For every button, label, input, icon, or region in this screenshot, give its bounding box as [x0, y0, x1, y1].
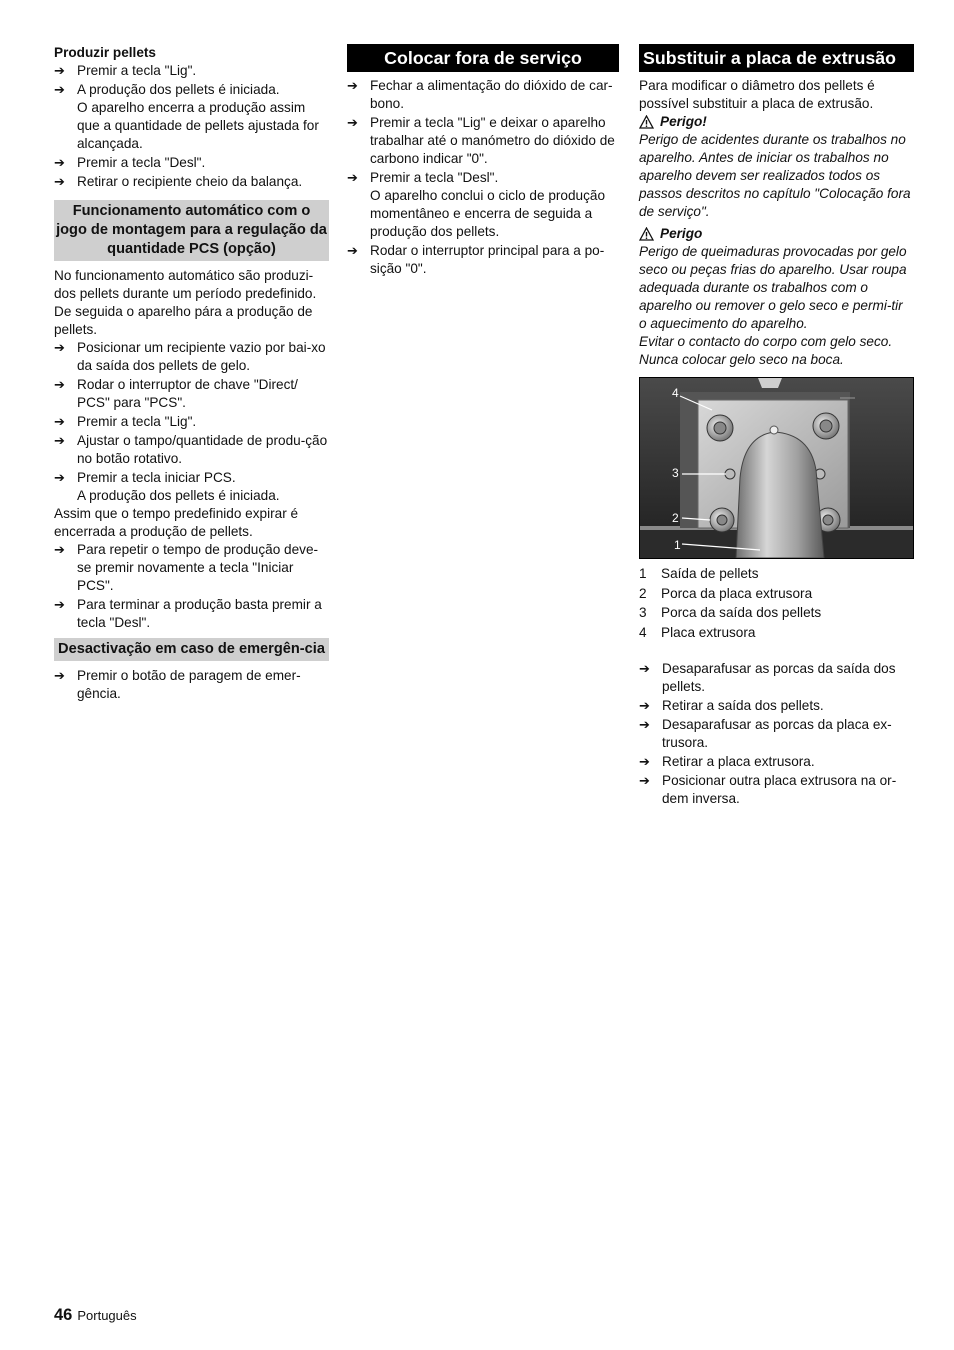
arrow-right-icon: ➔	[347, 78, 358, 93]
photo-label-3: 3	[672, 466, 679, 480]
arrow-right-icon: ➔	[347, 115, 358, 130]
list-item: ➔ Posicionar um recipiente vazio por bai-xo da saída dos pellets de gelo.	[54, 340, 326, 373]
replace-intro: Para modificar o diâmetro dos pellets é possível substituir a placa de extrusão.	[639, 78, 875, 111]
legend-item: 4 Placa extrusora	[639, 624, 756, 640]
arrow-right-icon: ➔	[639, 773, 650, 788]
auto-intro: No funcionamento automático são produzi-dos pellets durante um período predefinido. De seguida o aparelho pára a produção de pellets.	[54, 268, 317, 337]
arrow-right-icon: ➔	[54, 542, 65, 557]
column-right	[639, 44, 914, 809]
arrow-right-icon: ➔	[639, 661, 650, 676]
arrow-right-icon: ➔	[347, 170, 358, 185]
arrow-right-icon: ➔	[54, 340, 65, 355]
list-item: ➔ Retirar a saída dos pellets.	[639, 698, 824, 713]
list-item: ➔ Rodar o interruptor principal para a po-sição "0".	[347, 243, 605, 276]
replace-plate-heading: Substituir a placa de extrusão	[639, 44, 914, 72]
list-item: ➔ Ajustar o tampo/quantidade de produ-ção no botão rotativo.	[54, 433, 328, 466]
list-item: ➔ Para repetir o tempo de produção deve-se premir novamente a tecla "Iniciar PCS".	[54, 542, 319, 593]
warning-triangle-icon	[639, 227, 654, 241]
list-item: ➔ Retirar o recipiente cheio da balança.	[54, 174, 303, 189]
warning-text-3: Evitar o contacto do corpo com gelo seco. Nunca colocar gelo seco na boca.	[639, 334, 893, 367]
list-item: ➔ Premir o botão de paragem de emer-gência.	[54, 668, 301, 701]
list-item: ➔ Retirar a placa extrusora.	[639, 754, 815, 769]
list-item: ➔ Premir a tecla "Desl".	[347, 170, 499, 185]
arrow-right-icon: ➔	[54, 174, 65, 189]
list-item: ➔ Premir a tecla "Lig".	[54, 414, 197, 429]
arrow-right-icon: ➔	[639, 698, 650, 713]
produce-title: Produzir pellets	[54, 45, 156, 60]
column-left	[54, 44, 329, 704]
arrow-right-icon: ➔	[54, 470, 65, 485]
footer-language: Português	[77, 1308, 137, 1323]
arrow-right-icon: ➔	[54, 155, 65, 170]
list-item: ➔ Desaparafusar as porcas da saída dos pellets.	[639, 661, 896, 694]
list-item: ➔ Premir a tecla "Desl".	[54, 155, 206, 170]
photo-label-2: 2	[672, 511, 679, 525]
nut-bottom-left	[710, 508, 734, 532]
list-item: ➔ Premir a tecla "Lig" e deixar o aparelho trabalhar até o manómetro do dióxido de carbono indicar "0".	[347, 115, 615, 166]
legend	[639, 564, 914, 642]
arrow-right-icon: ➔	[54, 63, 65, 78]
produce-note: O aparelho encerra a produção assim que a quantidade de pellets ajustada for alcançada.	[77, 100, 319, 151]
auto-note: A produção dos pellets é iniciada.	[77, 488, 280, 503]
arrow-right-icon: ➔	[639, 717, 650, 732]
list-item: ➔ Desaparafusar as porcas da placa ex-trusora.	[639, 717, 892, 750]
emergency-heading: Desactivação em caso de emergên-cia	[54, 638, 329, 661]
legend-item: 3 Porca da saída dos pellets	[639, 605, 822, 620]
list-item: ➔ Premir a tecla iniciar PCS.	[54, 470, 236, 485]
arrow-right-icon: ➔	[347, 243, 358, 258]
warning-text-2: Perigo de queimaduras provocadas por gelo seco ou peças frias do aparelho. Usar roupa adequada durante os trabalhos com o aparelho ou remover o gelo seco e permi-tir o aquecimento do aparelho.	[639, 244, 907, 331]
decommission-heading: Colocar fora de serviço	[347, 44, 619, 72]
decommission-note: O aparelho conclui o ciclo de produção momentâneo e encerra de seguida a produção dos pellets.	[370, 188, 606, 239]
photo-label-4: 4	[672, 386, 679, 400]
arrow-right-icon: ➔	[639, 754, 650, 769]
auto-after: Assim que o tempo predefinido expirar é encerrada a produção de pellets.	[54, 506, 299, 539]
list-item: ➔ Para terminar a produção basta premir a tecla "Desl".	[54, 597, 322, 630]
legend-item: 1 Saída de pellets	[639, 566, 759, 581]
page-footer	[54, 1306, 137, 1325]
warning-title-1: Perigo!	[639, 113, 914, 131]
page-number: 46	[54, 1306, 73, 1324]
auto-heading: Funcionamento automático com o jogo de montagem para a regulação da quantidade PCS (opção)	[54, 200, 329, 261]
arrow-right-icon: ➔	[54, 377, 65, 392]
list-item: ➔ Rodar o interruptor de chave "Direct/ PCS" para "PCS".	[54, 377, 298, 410]
arrow-right-icon: ➔	[54, 433, 65, 448]
list-item: ➔ Premir a tecla "Lig".	[54, 63, 197, 78]
arrow-right-icon: ➔	[54, 597, 65, 612]
list-item: ➔ Fechar a alimentação do dióxido de car-bono.	[347, 78, 613, 111]
warning-title-2: Perigo	[639, 225, 914, 243]
nut-top-right	[813, 413, 839, 439]
replace-steps	[639, 660, 914, 808]
photo-label-1: 1	[674, 538, 681, 552]
arrow-right-icon: ➔	[54, 82, 65, 97]
legend-item: 2 Porca da placa extrusora	[639, 585, 813, 601]
list-item: ➔ Posicionar outra placa extrusora na or-dem inversa.	[639, 773, 897, 806]
arrow-right-icon: ➔	[54, 668, 65, 683]
warning-text-1: Perigo de acidentes durante os trabalhos no aparelho. Antes de iniciar os trabalhos no aparelho devem ser realizados todos os passos descritos no capítulo "Colocação fora de serviço".	[639, 132, 911, 219]
arrow-right-icon: ➔	[54, 414, 65, 429]
warning-triangle-icon	[639, 115, 654, 129]
extrusion-plate-photo	[639, 377, 914, 559]
column-middle	[347, 44, 619, 279]
list-item: ➔ A produção dos pellets é iniciada.	[54, 82, 280, 97]
extrusion-plate-illustration	[640, 378, 913, 558]
nut-top-left	[707, 415, 733, 441]
